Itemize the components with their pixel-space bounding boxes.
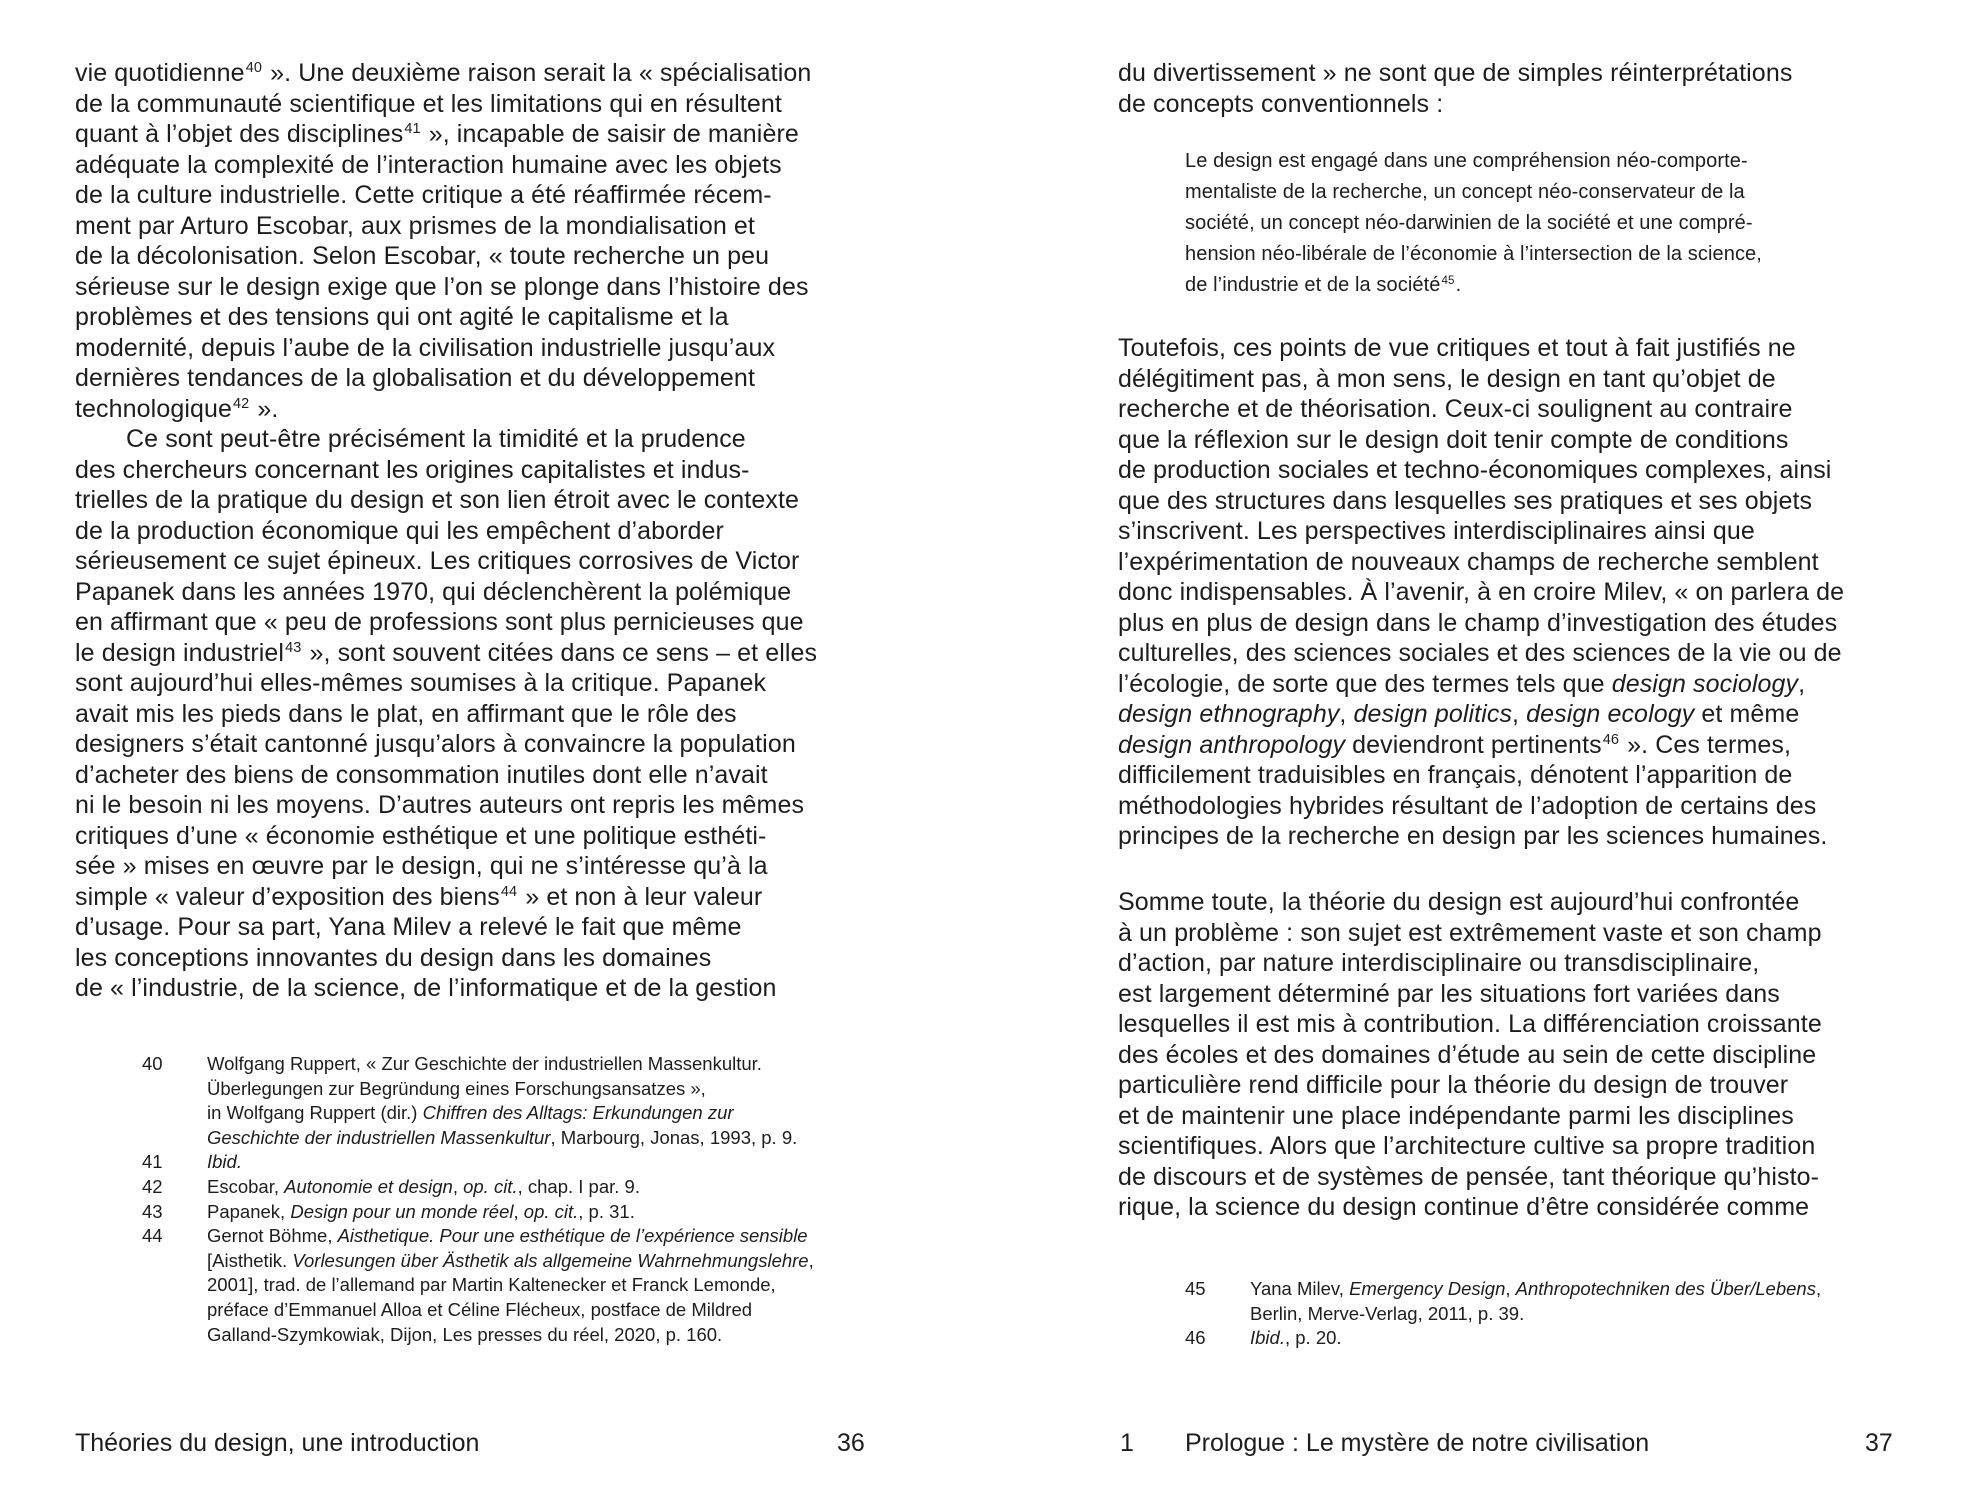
footnote: [142, 1224, 882, 1347]
text-line: [75, 546, 875, 577]
text-run: ».: [250, 394, 279, 423]
footnote-number: 40: [142, 1053, 163, 1074]
text-line: [75, 729, 875, 760]
text-run: ,: [452, 1175, 464, 1197]
text-line: [75, 638, 875, 669]
text-run: culturelles, des sciences sociales et des sciences de la vie ou de: [1118, 639, 1842, 667]
text-run: vie quotidienne: [75, 59, 245, 87]
italic-text: op. cit.: [523, 1200, 579, 1222]
text-run: de la production économique qui les empêchent d’aborder: [75, 516, 724, 545]
text-line: [75, 89, 875, 120]
text-line: [75, 363, 875, 394]
footnote: [1185, 1277, 1905, 1326]
text-run: en affirmant que « peu de professions sont plus pernicieuses que: [75, 608, 804, 636]
text-run: adéquate la complexité de l’interaction humaine avec les objets: [75, 150, 782, 179]
text-run: deviendront pertinents: [1345, 730, 1602, 759]
footnote-number: 41: [142, 1151, 163, 1173]
text-run: ment par Arturo Escobar, aux prismes de la mondialisation et: [75, 211, 755, 240]
italic-text: design ecology: [1526, 700, 1695, 728]
text-line: [1118, 608, 1908, 639]
text-run: le design industriel: [75, 638, 285, 667]
text-run: d’action, par nature interdisciplinaire ou transdisciplinaire,: [1118, 949, 1760, 977]
text-run: ,: [1505, 1278, 1516, 1299]
text-run: , p. 20.: [1284, 1327, 1342, 1349]
text-run: recherche et de théorisation. Ceux-ci soulignent au contraire: [1118, 395, 1793, 423]
text-run: Gernot Böhme,: [207, 1225, 338, 1247]
text-run: rique, la science du design continue d’être considérée comme: [1118, 1193, 1810, 1221]
italic-text: Autonomie et design: [284, 1175, 453, 1197]
text-run: », sont souvent citées dans ce sens – et elles: [302, 638, 818, 667]
text-run: sérieusement ce sujet épineux. Les critiques corrosives de Victor: [75, 547, 800, 575]
text-run: , Marbourg, Jonas, 1993, p. 9.: [550, 1126, 798, 1148]
text-run: trielles de la pratique du design et son lien étroit avec le contexte: [75, 486, 800, 514]
text-run: l’expérimentation de nouveaux champs de recherche semblent: [1118, 547, 1819, 576]
text-line: [1118, 760, 1908, 791]
text-line: [1118, 425, 1908, 456]
text-run: critiques d’une « économie esthétique et une politique esthéti-: [75, 821, 767, 850]
footnote-line: [207, 1273, 882, 1298]
text-line: [75, 333, 875, 364]
text-run: modernité, depuis l’aube de la civilisation industrielle jusqu’aux: [75, 333, 776, 362]
text-line: [1185, 177, 1885, 208]
text-line: [1118, 364, 1908, 395]
text-line: [75, 760, 875, 791]
text-run: hension néo-libérale de l’économie à l’intersection de la science,: [1185, 243, 1762, 265]
text-line: [75, 882, 875, 913]
footnote-text: [207, 1052, 882, 1150]
text-run: de discours et de systèmes de pensée, tant théorique qu’histo-: [1118, 1162, 1820, 1191]
footnote: [142, 1200, 882, 1225]
text-line: [75, 851, 875, 882]
right-paragraph-2: [1118, 887, 1908, 1223]
text-run: sérieuse sur le design exige que l’on se plonge dans l’histoire des: [75, 272, 809, 301]
text-line: [75, 302, 875, 333]
italic-text: Chiffren des Alltags: Erkundungen zur: [422, 1102, 734, 1124]
text-run: » et non à leur valeur: [518, 882, 763, 911]
footnote-line: [207, 1126, 882, 1151]
footnote-text: [207, 1150, 882, 1175]
text-run: principes de la recherche en design par les sciences humaines.: [1118, 822, 1828, 850]
footnote-line: [1250, 1302, 1905, 1327]
italic-text: design politics: [1353, 700, 1513, 728]
text-line: [1118, 730, 1908, 761]
text-run: particulière rend difficile pour la théorie du design de trouver: [1118, 1071, 1789, 1099]
text-line: [1118, 1192, 1908, 1223]
footnote: [142, 1175, 882, 1200]
footnote-line: [207, 1077, 882, 1102]
text-run: , chap. I par. 9.: [517, 1175, 640, 1197]
text-run: de « l’industrie, de la science, de l’informatique et de la gestion: [75, 974, 777, 1002]
footnote-reference[interactable]: 43: [285, 639, 302, 656]
text-line: [1185, 146, 1885, 177]
text-line: [75, 241, 875, 272]
text-line: [1118, 1040, 1908, 1071]
text-run: de production sociales et techno-économiques complexes, ainsi: [1118, 456, 1832, 484]
italic-text: Geschichte der industriellen Massenkultur: [207, 1126, 551, 1148]
text-run: des écoles et des domaines d’étude au sein de cette discipline: [1118, 1040, 1817, 1069]
page-number-left: 36: [837, 1429, 865, 1457]
footnote-reference[interactable]: 45: [1441, 273, 1455, 287]
block-quote: [1185, 146, 1885, 301]
text-run: , p. 31.: [578, 1200, 635, 1222]
italic-text: op. cit.: [463, 1175, 518, 1197]
text-line: [75, 58, 875, 89]
text-run: simple « valeur d’exposition des biens: [75, 882, 500, 911]
text-line: [1118, 1009, 1908, 1040]
text-line: [1118, 333, 1908, 364]
text-line: [1118, 669, 1908, 700]
footnote-text: [207, 1175, 882, 1200]
text-run: ni le besoin ni les moyens. D’autres auteurs ont repris les mêmes: [75, 791, 805, 819]
footnote-line: [207, 1323, 882, 1348]
text-line: [1118, 1131, 1908, 1162]
text-run: dernières tendances de la globalisation et du développement: [75, 364, 755, 392]
footnote-line: [207, 1175, 882, 1200]
text-line: [75, 668, 875, 699]
text-line: [75, 699, 875, 730]
italic-text: Ibid.: [207, 1151, 242, 1173]
text-run: avait mis les pieds dans le plat, en affirmant que le rôle des: [75, 699, 737, 728]
text-run: de la communauté scientifique et les limitations qui en résultent: [75, 89, 782, 118]
text-run: Wolfgang Ruppert, « Zur Geschichte der industriellen Massenkultur.: [207, 1053, 762, 1074]
italic-text: Anthropotechniken des Über/Lebens: [1515, 1278, 1816, 1299]
text-run: de la culture industrielle. Cette critique a été réaffirmée récem-: [75, 181, 772, 209]
text-run: 2001], trad. de l’allemand par Martin Kaltenecker et Franck Lemonde,: [207, 1274, 776, 1296]
text-run: Galland-Szymkowiak, Dijon, Les presses du réel, 2020, p. 160.: [207, 1323, 723, 1345]
text-line: [75, 180, 875, 211]
text-line: [1118, 791, 1908, 822]
text-run: in Wolfgang Ruppert (dir.): [207, 1102, 423, 1124]
text-run: de concepts conventionnels :: [1118, 89, 1444, 118]
text-line: [1118, 1101, 1908, 1132]
footnote-text: [1250, 1277, 1905, 1326]
text-run: préface d’Emmanuel Alloa et Céline Flécheux, postface de Mildred: [207, 1298, 753, 1320]
text-line: [75, 424, 875, 455]
text-line: [1118, 821, 1908, 852]
left-body-text: [75, 58, 875, 1004]
text-line: [1185, 270, 1885, 301]
text-line: [1118, 58, 1898, 89]
text-line: [75, 516, 875, 547]
text-run: Somme toute, la théorie du design est aujourd’hui confrontée: [1118, 888, 1800, 916]
text-line: [1118, 394, 1908, 425]
text-run: Yana Milev,: [1250, 1278, 1350, 1299]
text-run: Ce sont peut-être précisément la timidité et la prudence: [126, 425, 746, 453]
text-run: difficilement traduisibles en français, dénotent l’apparition de: [1118, 761, 1793, 789]
text-line: [1118, 979, 1908, 1010]
text-line: [1118, 887, 1908, 918]
text-run: Papanek,: [207, 1200, 291, 1222]
text-run: Escobar,: [207, 1175, 285, 1197]
text-line: [75, 211, 875, 242]
running-title-left: Théories du design, une introduction: [75, 1429, 480, 1457]
footnote-text: [207, 1224, 882, 1347]
text-run: ,: [1512, 700, 1527, 728]
footnote-reference[interactable]: 42: [233, 395, 250, 412]
text-run: sée » mises en œuvre par le design, qui ne s’intéresse qu’à la: [75, 852, 768, 880]
text-run: de l’industrie et de la société: [1185, 274, 1441, 296]
footnote-text: [1250, 1326, 1905, 1351]
footnote-number: 42: [142, 1175, 163, 1197]
text-run: de la décolonisation. Selon Escobar, « toute recherche un peu: [75, 242, 770, 270]
text-run: .: [1455, 274, 1462, 296]
text-line: [1185, 239, 1885, 270]
text-run: ,: [808, 1249, 814, 1271]
footnote-line: [207, 1200, 882, 1225]
text-run: », incapable de saisir de manière: [421, 120, 799, 148]
footnote-reference[interactable]: 44: [500, 883, 518, 900]
text-run: Papanek dans les années 1970, qui déclenchèrent la polémique: [75, 577, 792, 606]
text-run: technologique: [75, 394, 232, 423]
footnote-line: [207, 1101, 882, 1126]
text-run: donc indispensables. À l’avenir, à en croire Milev, « on parlera de: [1118, 578, 1845, 606]
footnote-reference[interactable]: 41: [404, 121, 421, 138]
footnote-line: [1250, 1277, 1905, 1302]
text-run: les conceptions innovantes du design dans les domaines: [75, 943, 712, 972]
text-run: des chercheurs concernant les origines capitalistes et indus-: [75, 455, 750, 484]
text-run: l’écologie, de sorte que des termes tels que: [1118, 669, 1612, 698]
footnote-reference[interactable]: 40: [245, 60, 263, 77]
text-line: [75, 577, 875, 608]
footnote: [142, 1150, 882, 1175]
text-run: scientifiques. Alors que l’architecture cultive sa propre tradition: [1118, 1132, 1816, 1160]
text-run: mentaliste de la recherche, un concept néo-conservateur de la: [1185, 181, 1745, 203]
text-line: [75, 607, 875, 638]
italic-text: Emergency Design: [1349, 1278, 1506, 1299]
text-run: ,: [513, 1200, 524, 1222]
footnote-line: [207, 1249, 882, 1274]
text-run: lesquelles il est mis à contribution. La différenciation croissante: [1118, 1010, 1822, 1038]
text-run: Berlin, Merve-Verlag, 2011, p. 39.: [1250, 1302, 1525, 1324]
text-line: [75, 790, 875, 821]
text-run: problèmes et des tensions qui ont agité le capitalisme et la: [75, 303, 729, 331]
text-line: [1118, 547, 1908, 578]
text-run: ,: [1339, 700, 1354, 728]
text-line: [1118, 486, 1908, 517]
text-run: designers s’était cantonné jusqu’alors à convaincre la population: [75, 730, 796, 758]
text-line: [75, 943, 875, 974]
footnote-number: 46: [1185, 1327, 1206, 1349]
text-line: [1118, 699, 1908, 730]
text-run: à un problème : son sujet est extrêmement vaste et son champ: [1118, 918, 1822, 947]
text-line: [75, 272, 875, 303]
text-run: ,: [1798, 669, 1806, 698]
text-line: [75, 119, 875, 150]
running-title-right: Prologue : Le mystère de notre civilisation: [1185, 1429, 1650, 1457]
text-run: Le design est engagé dans une compréhension néo-comporte-: [1185, 150, 1748, 172]
text-run: que des structures dans lesquelles ses pratiques et ses objets: [1118, 486, 1813, 515]
text-line: [1118, 638, 1908, 669]
italic-text: design ethnography: [1118, 700, 1340, 728]
text-run: et de maintenir une place indépendante parmi les disciplines: [1118, 1101, 1794, 1130]
text-line: [75, 455, 875, 486]
text-run: société, un concept néo-darwinien de la société et une compré-: [1185, 212, 1753, 234]
text-line: [1118, 577, 1908, 608]
footnote: [1185, 1326, 1905, 1351]
text-run: du divertissement » ne sont que de simples réinterprétations: [1118, 59, 1793, 87]
text-line: [75, 912, 875, 943]
italic-text: Aisthetique. Pour une esthétique de l’expérience sensible: [337, 1225, 808, 1247]
right-footnotes: [1185, 1277, 1905, 1351]
footnote-number: 45: [1185, 1278, 1206, 1299]
text-run: sont aujourd’hui elles-mêmes soumises à la critique. Papanek: [75, 669, 767, 697]
text-run: méthodologies hybrides résultant de l’adoption de certains des: [1118, 791, 1817, 820]
footnote-line: [207, 1298, 882, 1323]
text-line: [75, 394, 875, 425]
text-line: [75, 485, 875, 516]
footnote: [142, 1052, 882, 1150]
italic-text: design anthropology: [1118, 730, 1346, 759]
chapter-number: 1: [1120, 1429, 1134, 1457]
text-run: d’usage. Pour sa part, Yana Milev a relevé le fait que même: [75, 913, 742, 941]
text-run: plus en plus de design dans le champ d’investigation des études: [1118, 608, 1838, 637]
text-line: [1118, 89, 1898, 120]
text-run: s’inscrivent. Les perspectives interdisciplinaires ainsi que: [1118, 517, 1755, 545]
text-line: [1185, 208, 1885, 239]
footnote-reference[interactable]: 46: [1602, 731, 1620, 748]
text-line: [1118, 918, 1908, 949]
text-run: et même: [1694, 700, 1800, 728]
left-footnotes: [142, 1052, 882, 1347]
text-line: [1118, 948, 1908, 979]
text-run: est largement déterminé par les situations fort variées dans: [1118, 979, 1780, 1008]
footnote-line: [1250, 1326, 1905, 1351]
text-run: ,: [1815, 1278, 1822, 1299]
footnote-number: 43: [142, 1200, 163, 1222]
footnote-number: 44: [142, 1225, 163, 1247]
italic-text: design sociology: [1611, 669, 1799, 698]
italic-text: Vorlesungen über Ästhetik als allgemeine Wahrnehmungslehre: [292, 1249, 809, 1271]
right-paragraph-1: [1118, 333, 1908, 852]
text-run: d’acheter des biens de consommation inutiles dont elle n’avait: [75, 760, 768, 789]
footnote-line: [207, 1052, 882, 1077]
text-line: [1118, 1070, 1908, 1101]
text-line: [1118, 516, 1908, 547]
footnote-text: [207, 1200, 882, 1225]
text-run: ». Une deuxième raison serait la « spécialisation: [263, 59, 812, 87]
text-line: [1118, 455, 1908, 486]
text-line: [1118, 1162, 1908, 1193]
italic-text: Ibid.: [1250, 1327, 1285, 1349]
italic-text: Design pour un monde réel: [290, 1200, 514, 1222]
text-run: Überlegungen zur Begründung eines Forschungsansatzes »,: [207, 1077, 706, 1099]
footnote-line: [207, 1150, 882, 1175]
footnote-line: [207, 1224, 882, 1249]
text-run: ». Ces termes,: [1620, 730, 1792, 759]
right-page: [984, 0, 1968, 1496]
right-intro-text: [1118, 58, 1898, 119]
text-run: délégitiment pas, à mon sens, le design en tant qu’objet de: [1118, 364, 1776, 393]
text-run: [Aisthetik.: [207, 1249, 293, 1271]
page-number-right: 37: [1865, 1429, 1893, 1457]
text-run: Toutefois, ces points de vue critiques et tout à fait justifiés ne: [1118, 334, 1796, 362]
text-line: [75, 821, 875, 852]
text-line: [75, 973, 875, 1004]
text-run: que la réflexion sur le design doit tenir compte de conditions: [1118, 425, 1789, 454]
text-line: [75, 150, 875, 181]
text-run: quant à l’objet des disciplines: [75, 120, 404, 148]
